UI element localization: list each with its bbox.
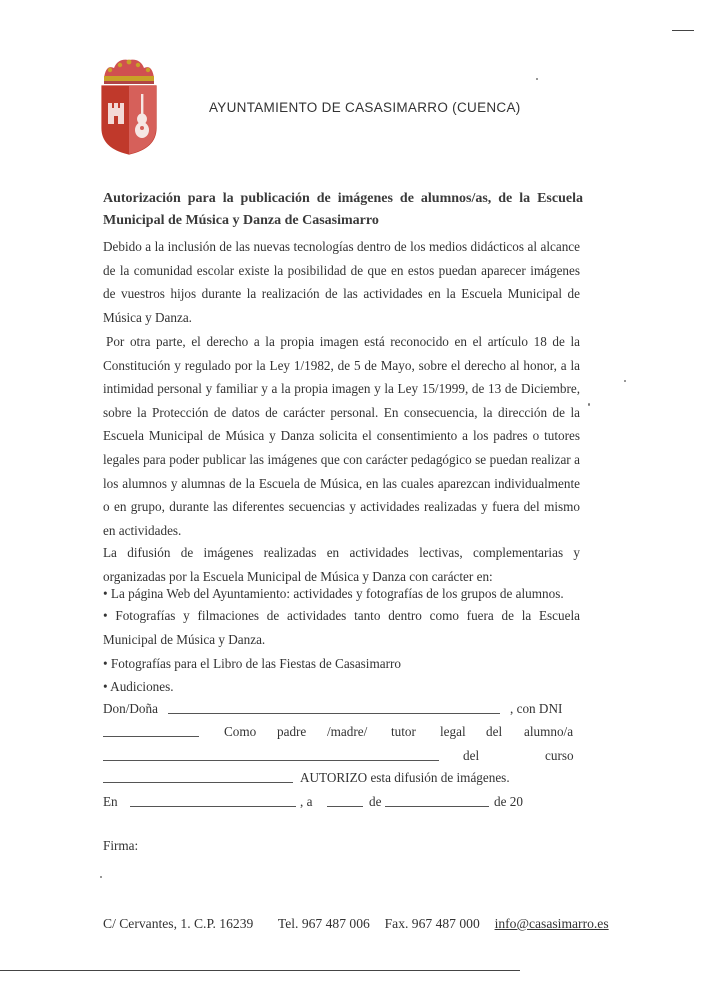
scan-speck [536, 78, 538, 80]
year-label: de 20 [494, 794, 523, 809]
municipality-header: AYUNTAMIENTO DE CASASIMARRO (CUENCA) [209, 100, 521, 115]
bullet-web: • La página Web del Ayuntamiento: actividades y fotografías de los grupos de alumnos. [103, 586, 564, 601]
padre-word: padre [277, 724, 307, 739]
paragraph-legal: Por otra parte, el derecho a la propia imagen está reconocido en el artículo 18 de la Constitución y regulado por la Ley 1/1982, de 5 de Mayo, sobre el derecho al honor, a la intimidad personal y familiar y a la propia imagen y la Ley 15/1999, de 13 de Diciembre, sobre la Protección de datos de carácter personal. En consecuencia, la dirección de la Escuela Municipal de Música y Danza solicita el consentimiento a los padres o tutores legales para poder publicar las imágenes que con carácter pedagógico se puedan realizar a los alumnos y alumnas de la Escuela de Música, en las cuales aparezcan individualmente o en grupo, durante las diferentes secuencias y actividades realizadas y fuera del mismo en actividades. [103, 334, 580, 538]
alumno-word: alumno/a [524, 724, 574, 739]
place-field[interactable] [130, 794, 296, 807]
bullet-photos: • Fotografías y filmaciones de actividades tanto dentro como fuera de la Escuela Municipal de Música y Danza. [103, 608, 580, 647]
don-label: Don/Doña [103, 701, 158, 716]
footer-contact [103, 916, 609, 932]
de-label: de [369, 794, 382, 809]
legal-word: legal [440, 724, 466, 739]
name-field[interactable] [168, 701, 500, 714]
bullet-audiciones: • Audiciones. [103, 679, 174, 694]
student-name-field[interactable] [103, 748, 439, 761]
crest-icon [96, 56, 162, 156]
footer-address: C/ Cervantes, 1. C.P. 16239 [103, 916, 254, 931]
scan-mark [672, 30, 694, 31]
paragraph-intro: Debido a la inclusión de las nuevas tecnologías dentro de los medios didácticos al alcance de la comunidad escolar existe la posibilidad de que en estos puedan aparecer imágenes de vuestros hijos durante la realización de las actividades en la Escuela Municipal de Música y Danza. [103, 239, 580, 325]
tutor-word: tutor [391, 724, 416, 739]
footer-email[interactable]: info@casasimarro.es [494, 916, 609, 931]
scan-speck [100, 876, 102, 878]
course-field[interactable] [103, 770, 293, 783]
scan-speck [624, 380, 626, 382]
autorizo-text: AUTORIZO esta difusión de imágenes. [300, 770, 510, 785]
footer-fax: Fax. 967 487 000 [384, 916, 480, 931]
curso-word: curso [545, 748, 574, 763]
firma-label: Firma: [103, 838, 139, 853]
bottom-rule [0, 970, 520, 971]
dni-label: , con DNI [510, 701, 563, 716]
como-word: Como [224, 724, 257, 739]
document-title: Autorización para la publicación de imágenes de alumnos/as, de la Escuela Municipal de Música y Danza de Casasimarro [103, 191, 583, 228]
madre-word: /madre/ [327, 724, 368, 739]
en-label: En [103, 794, 118, 809]
a-label: , a [300, 794, 313, 809]
footer-tel: Tel. 967 487 006 [277, 916, 370, 931]
paragraph-diffusion: La difusión de imágenes realizadas en actividades lectivas, complementarias y organizadas por la Escuela Municipal de Música y Danza con carácter en: [103, 545, 580, 584]
scan-speck [588, 403, 590, 406]
bullet-fiestas: • Fotografías para el Libro de las Fiestas de Casasimarro [103, 656, 401, 671]
del-word: del [486, 724, 503, 739]
month-field[interactable] [385, 794, 489, 807]
day-field[interactable] [327, 794, 363, 807]
dni-field[interactable] [103, 724, 199, 737]
del-word-2: del [463, 748, 480, 763]
